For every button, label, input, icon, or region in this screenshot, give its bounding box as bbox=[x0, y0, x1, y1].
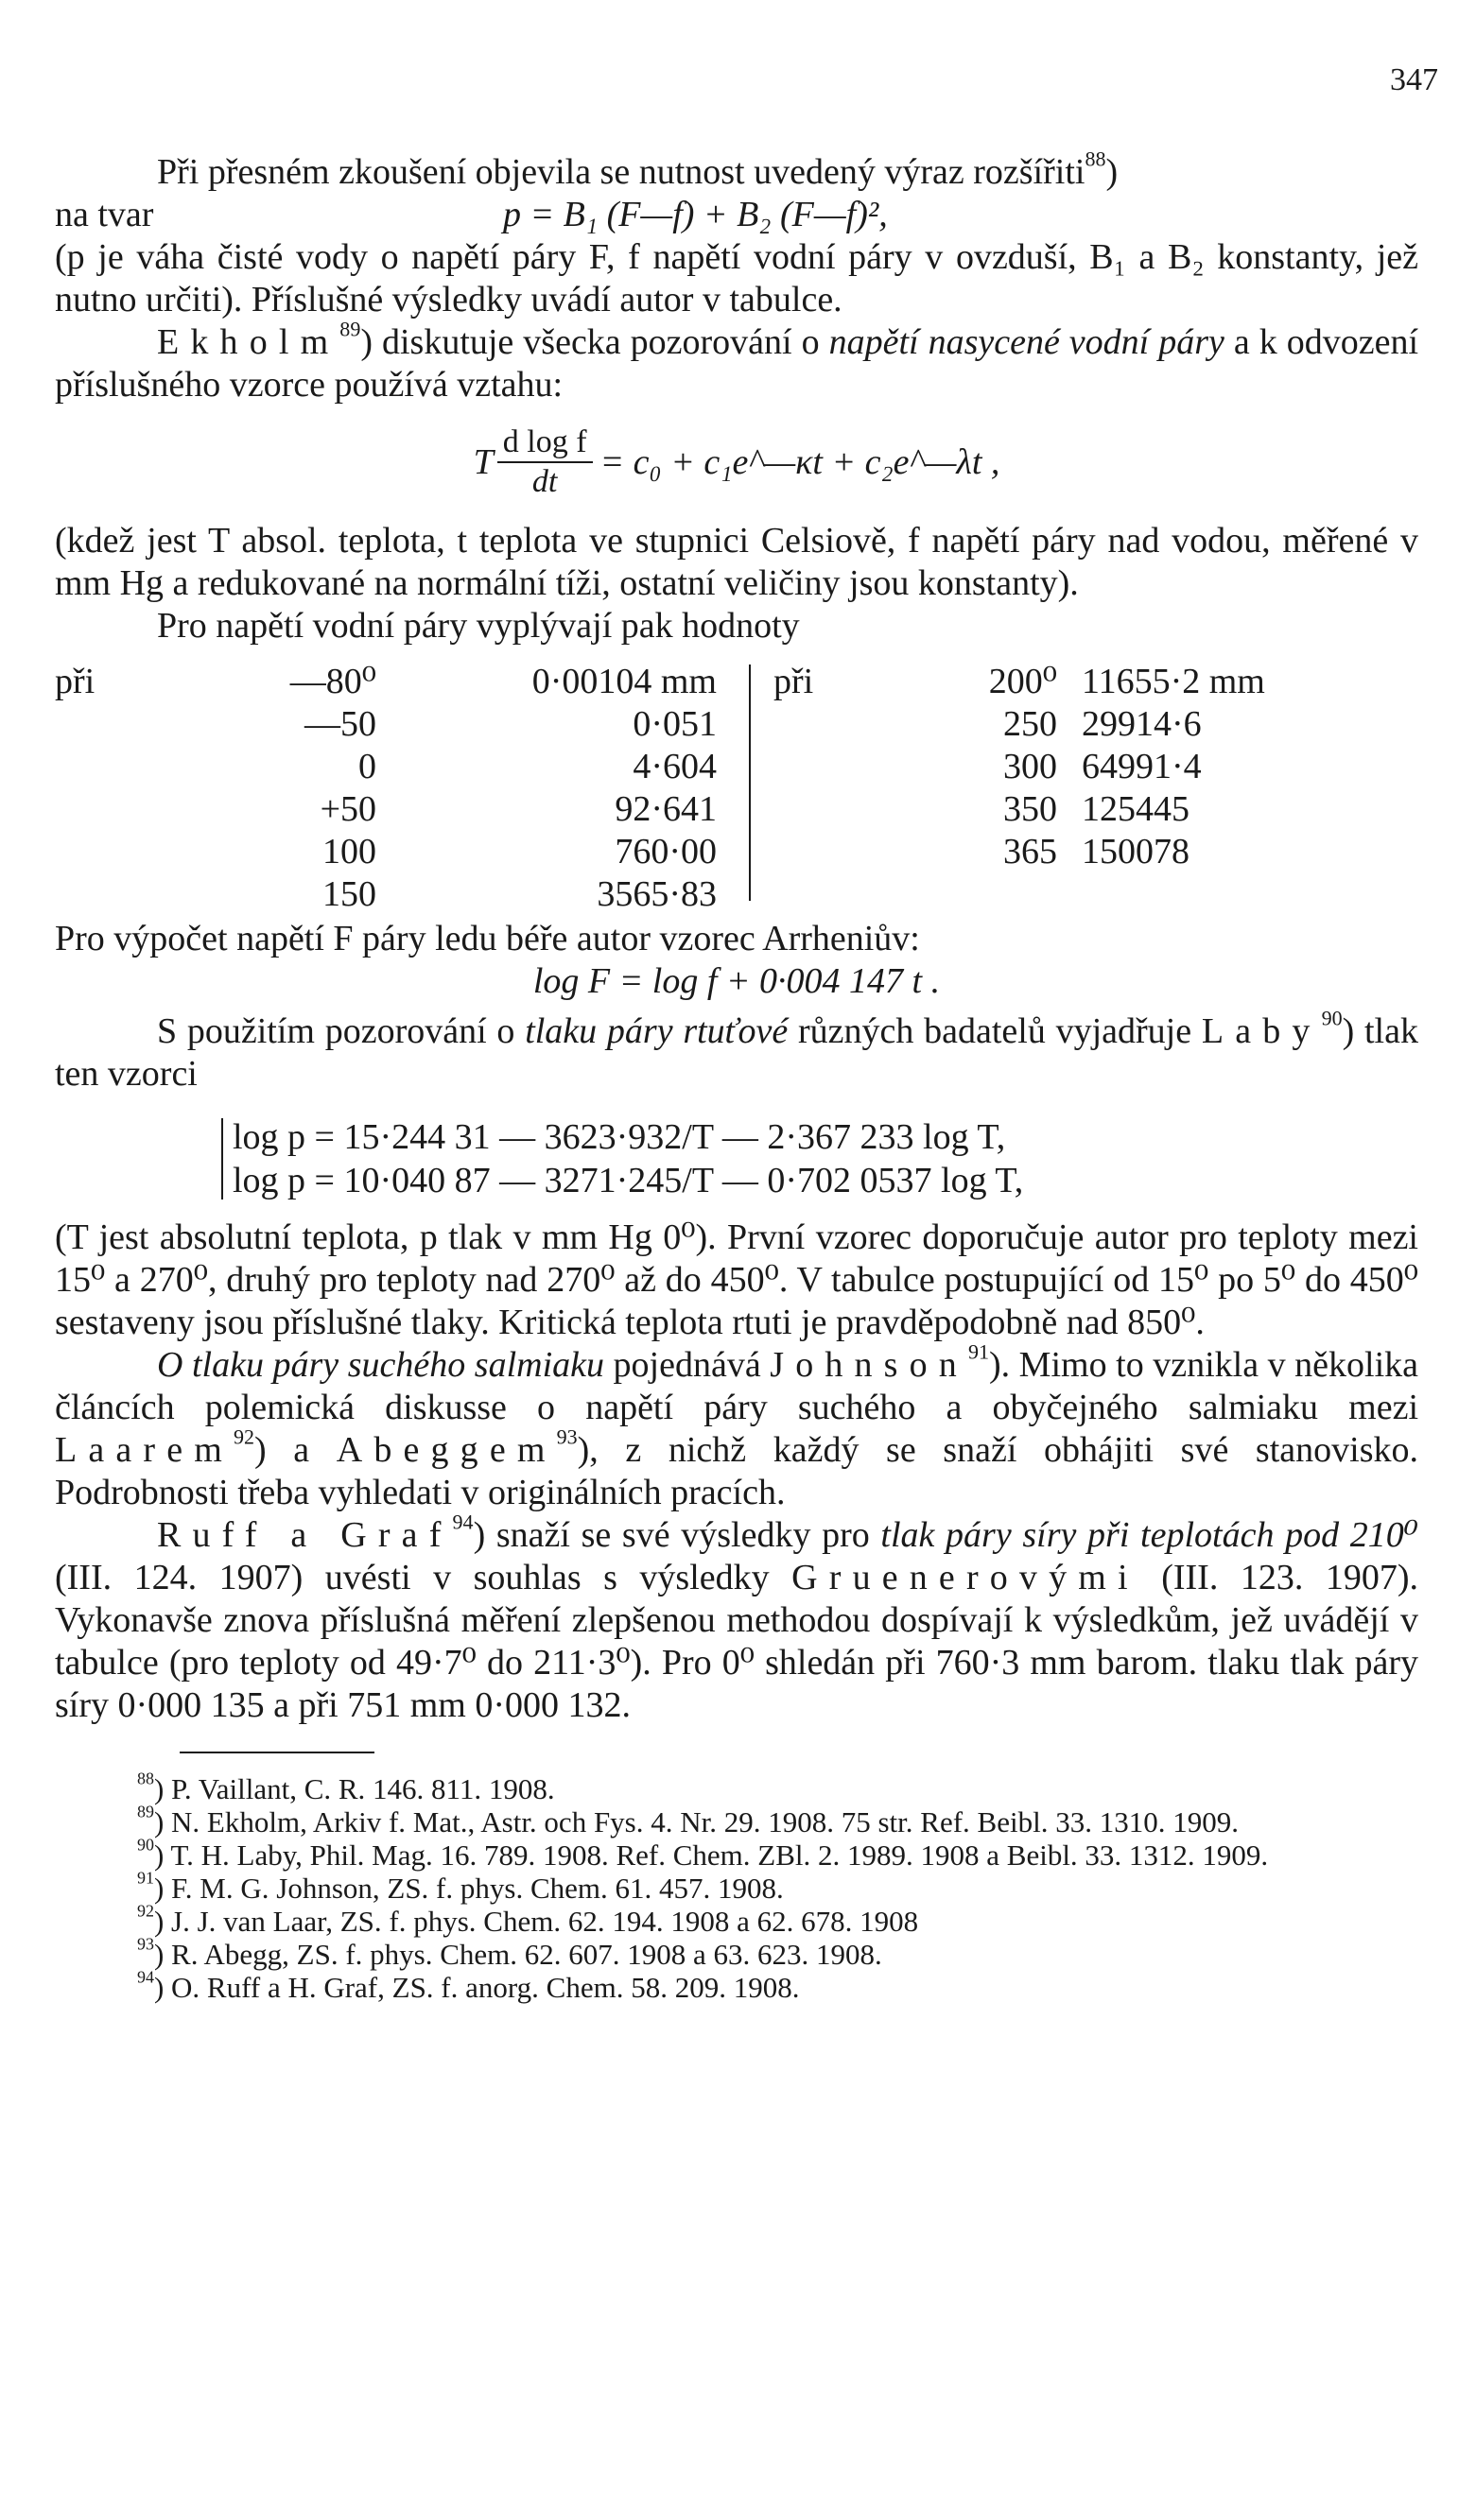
table-cell: 250 bbox=[1003, 704, 1057, 744]
footnote-ref: 89 bbox=[339, 317, 361, 341]
table-cell: 150 bbox=[322, 874, 376, 914]
table-cell: 92·641 bbox=[615, 789, 717, 829]
formula-pressure bbox=[55, 194, 1418, 236]
paragraph-3: (kdež jest T absol. teplota, t teplota ve stupnici Celsiově, f napětí páry nad vodou, měřené v mm Hg a redukované na normální tíži, ostatní veličiny jsou konstanty). bbox=[55, 521, 1418, 603]
paragraph-4: Pro napětí vodní páry vyplývají pak hodnoty bbox=[157, 606, 800, 646]
formula-arrhenius: log F = log f + 0·004 147 t . bbox=[532, 961, 941, 1001]
page-number: 347 bbox=[1390, 62, 1438, 97]
table-cell: 0·051 bbox=[633, 704, 717, 744]
table-cell: +50 bbox=[320, 789, 376, 829]
table-left-values bbox=[405, 661, 717, 916]
table-right-temps bbox=[953, 661, 1057, 873]
table-cell: 200⁰ bbox=[988, 662, 1057, 701]
fraction-denominator: dt bbox=[531, 464, 558, 499]
footnote-89: $^{89}$) N. Ekholm, Arkiv f. Mat., Astr. och Fys. 4. Nr. 29. 1908. 75 str. Ref. Beibl. 33. 1310. 1909. bbox=[137, 1802, 1239, 1838]
formula-label: na tvar bbox=[55, 195, 154, 234]
author-name: Laby bbox=[1201, 1011, 1322, 1051]
footnote-ref: 90 bbox=[1321, 1006, 1343, 1030]
table-cell: 150078 bbox=[1082, 832, 1189, 872]
paragraph-1-rest: (p je váha čisté vody o napětí páry F, f napětí vodní páry v ovzduší, B₁ a B₂ konstanty, jež nutno určiti). Příslušné výsledky uvádí autor v tabulce. bbox=[55, 237, 1418, 319]
formula-text: p = B₁ (F—f) + B₂ (F—f)², bbox=[503, 195, 888, 234]
author-name: Laarem bbox=[55, 1430, 234, 1470]
equation-fraction bbox=[497, 423, 593, 501]
table-cell: 0 bbox=[358, 747, 376, 786]
table-cell: 365 bbox=[1003, 832, 1057, 872]
author-name: Gruenerovými bbox=[791, 1558, 1139, 1597]
paragraph-5: Pro výpočet napětí F páry ledu béře autor vzorec Arrheniův: bbox=[55, 919, 920, 958]
author-name: Johnson bbox=[770, 1345, 968, 1385]
table-cell: 4·604 bbox=[633, 747, 717, 786]
table-label-left: při bbox=[55, 662, 96, 701]
footnote-91: $^{91}$) F. M. G. Johnson, ZS. f. phys. Chem. 61. 457. 1908. bbox=[137, 1868, 784, 1905]
paragraph-1: Při přesném zkoušení objevila se nutnost uvedený výraz rozšířiti$^{88}$) bbox=[157, 147, 1119, 192]
table-left-temps bbox=[272, 661, 376, 916]
table-cell: 64991·4 bbox=[1082, 747, 1202, 786]
footnote-ref: 92 bbox=[233, 1424, 255, 1449]
footnote-ref: 91 bbox=[967, 1339, 989, 1364]
author-name: Ekholm bbox=[157, 322, 340, 362]
table-cell: 300 bbox=[1003, 747, 1057, 786]
vapor-pressure-table bbox=[55, 661, 1418, 914]
table-divider bbox=[749, 665, 751, 901]
equation-rhs: = c₀ + c₁e^—κt + c₂e^—λt , bbox=[599, 441, 1000, 482]
paragraph-7: (T jest absolutní teplota, p tlak v mm Hg 0⁰). První vzorec doporučuje autor pro teploty mezi 15⁰ a 270⁰, druhý pro teploty nad 270⁰ až do 450⁰. V tabulce postupující od 15⁰ po 5⁰ do 450⁰ sestaveny jsou příslušné tlaky. Kritická teplota rtuti je pravděpodobně nad 850⁰. bbox=[55, 1217, 1418, 1342]
formula-brace bbox=[221, 1118, 231, 1200]
footnote-divider bbox=[180, 1752, 374, 1753]
paragraph-9: Ruff a Graf$^{94}$) snaží se své výsledky pro tlak páry síry při teplotách pod 210⁰ (III. 124. 1907) uvésti v souhlas s výsledky Gruenerovými (III. 123. 1907). Vykonavše znova příslušná měření zlepšenou methodou dospívají k výsledkům, jež uvádějí v tabulce (pro teploty od 49·7⁰ do 211·3⁰). Pro 0⁰ shledán při 760·3 mm barom. tlaku tlak páry síry 0·000 135 a při 751 mm 0·000 132. bbox=[55, 1510, 1418, 1725]
table-cell: 350 bbox=[1003, 789, 1057, 829]
table-cell: 100 bbox=[322, 832, 376, 872]
table-cell: 11655·2 mm bbox=[1082, 662, 1265, 701]
paragraph-2: Ekholm$^{89}$) diskutuje všecka pozorování o napětí nasycené vodní páry a k odvození příslušného vzorce používá vztahu: bbox=[55, 317, 1419, 405]
paragraph-6: S použitím pozorování o tlaku páry rtuťové různých badatelů vyjadřuje Laby$^{90}$) tlak ten vzorci bbox=[55, 1006, 1418, 1094]
laby-formula-2: log p = 10·040 87 — 3271·245/T — 0·702 0537 log T, bbox=[233, 1161, 1024, 1200]
table-cell: —50 bbox=[304, 704, 376, 744]
fraction-numerator: d log f bbox=[497, 423, 593, 463]
footnotes bbox=[55, 1769, 1418, 2004]
equation-lhs: T bbox=[473, 441, 494, 482]
equation-ekholm bbox=[55, 418, 1418, 507]
footnote-92: $^{92}$) J. J. van Laar, ZS. f. phys. Chem. 62. 194. 1908 a 62. 678. 1908 bbox=[137, 1901, 919, 1938]
laby-formulas bbox=[55, 1113, 1418, 1207]
paragraph-8: O tlaku páry suchého salmiaku pojednává Johnson$^{91}$). Mimo to vznikla v několika článcích polemická diskusse o napětí páry suchého a obyčejného salmiaku mezi Laarem$^{92}$) a Abeggem$^{93}$), z nichž každý se snaží obhájiti své stanovisko. Podrobnosti třeba vyhledati v originálních pracích. bbox=[55, 1339, 1419, 1512]
table-cell: 760·00 bbox=[615, 832, 717, 872]
footnote-93: $^{93}$) R. Abegg, ZS. f. phys. Chem. 62. 607. 1908 a 63. 623. 1908. bbox=[137, 1934, 882, 1971]
table-cell: 3565·83 bbox=[597, 874, 717, 914]
footnote-94: $^{94}$) O. Ruff a H. Graf, ZS. f. anorg. Chem. 58. 209. 1908. bbox=[137, 1967, 800, 2004]
table-cell: 29914·6 bbox=[1082, 704, 1202, 744]
author-name: Abeggem bbox=[336, 1430, 557, 1470]
footnote-ref: 88 bbox=[1085, 147, 1106, 171]
footnote-88: $^{88}$) P. Vaillant, C. R. 146. 811. 1908. bbox=[137, 1769, 555, 1805]
footnote-ref: 93 bbox=[556, 1424, 578, 1449]
footnote-90: $^{90}$) T. H. Laby, Phil. Mag. 16. 789. 1908. Ref. Chem. ZBl. 2. 1989. 1908 a Beibl. 33. 1312. 1909. bbox=[137, 1835, 1269, 1872]
page-body bbox=[55, 147, 1419, 2004]
table-right-values bbox=[1082, 661, 1384, 873]
table-cell: 125445 bbox=[1082, 789, 1189, 829]
author-name: Ruff a Graf bbox=[157, 1515, 453, 1555]
table-label-right: při bbox=[773, 662, 814, 701]
laby-formula-1: log p = 15·244 31 — 3623·932/T — 2·367 233 log T, bbox=[233, 1117, 1006, 1157]
table-cell: 0·00104 mm bbox=[531, 662, 717, 701]
table-cell: —80⁰ bbox=[289, 662, 376, 701]
footnote-ref: 94 bbox=[452, 1510, 474, 1534]
